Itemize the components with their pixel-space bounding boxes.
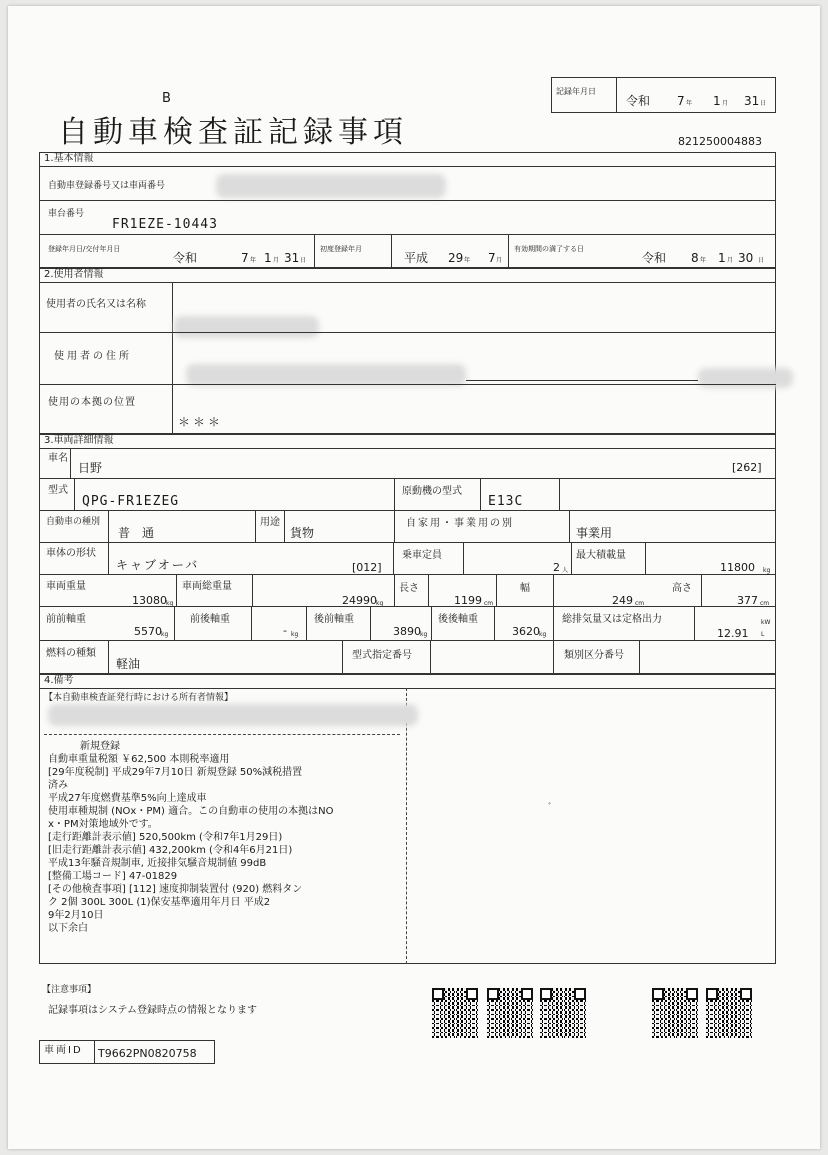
gross-weight-value: 24990 xyxy=(342,594,377,607)
displacement-unit-kw: kW xyxy=(761,619,771,626)
width-value: 249 xyxy=(612,594,633,607)
front-front-axle-value: 5570 xyxy=(134,625,162,638)
reg-number-label: 自動車登録番号又は車両番号 xyxy=(48,181,166,191)
remarks-line: [29年度税制] 平成29年7月10日 新規登録 50%減税措置 xyxy=(48,767,303,778)
chassis-value: FR1EZE-10443 xyxy=(112,217,218,232)
rear-front-axle-unit: kg xyxy=(420,631,428,638)
vehicle-id-label: 車両ID xyxy=(44,1045,83,1056)
length-unit: cm xyxy=(484,600,494,607)
remarks-mark: ﾞ xyxy=(548,803,553,813)
record-date-year: 7 xyxy=(677,94,685,108)
rear-rear-axle-label: 後後軸重 xyxy=(438,614,478,625)
gross-weight-label: 車両総重量 xyxy=(182,581,232,592)
capacity-value: 2 xyxy=(553,561,560,574)
remarks-line: 9年2月10日 xyxy=(48,910,104,921)
make-label: 車名 xyxy=(48,453,68,464)
reg-date-year-unit: 年 xyxy=(250,257,257,264)
redacted-address-1 xyxy=(186,364,466,386)
rear-rear-axle-unit: kg xyxy=(539,631,547,638)
displacement-unit-l: L xyxy=(761,631,765,638)
height-unit: cm xyxy=(760,600,770,607)
record-date-era: 令和 xyxy=(626,94,651,108)
remarks-text xyxy=(48,740,404,935)
redacted-address-2 xyxy=(698,368,793,388)
qr-code-4 xyxy=(652,988,698,1038)
expiry-month-unit: 月 xyxy=(727,257,734,264)
owner-info-heading: 【本自動車検査証発行時における所有者情報】 xyxy=(44,693,234,703)
displacement-value: 12.91 xyxy=(717,627,749,640)
record-date-year-unit: 年 xyxy=(686,100,693,107)
rear-front-axle-label: 後前軸重 xyxy=(314,614,354,625)
model-value: QPG-FR1EZEG xyxy=(82,494,180,509)
width-label: 幅 xyxy=(520,583,530,594)
max-load-unit: kg xyxy=(763,567,771,574)
notes-heading: 【注意事項】 xyxy=(42,985,97,995)
remarks-line: 済み xyxy=(48,780,68,791)
certificate-page xyxy=(8,6,820,1149)
user-name-label: 使用者の氏名又は名称 xyxy=(46,299,146,310)
remarks-section-title: 4.備考 xyxy=(44,675,74,686)
qr-code-3 xyxy=(540,988,586,1038)
reg-date-month-unit: 月 xyxy=(273,257,280,264)
expiry-era: 令和 xyxy=(642,251,667,265)
vehicle-weight-value: 13080 xyxy=(132,594,167,607)
remarks-line: [整備工場コード] 47-01829 xyxy=(48,871,178,882)
redacted-owner xyxy=(48,704,418,726)
width-unit: cm xyxy=(635,600,645,607)
reg-date-era: 令和 xyxy=(173,251,198,265)
user-section-title: 2.使用者情報 xyxy=(44,269,104,280)
remarks-divider xyxy=(406,688,407,964)
owner-divider xyxy=(44,734,400,735)
front-rear-axle-unit: kg xyxy=(291,631,299,638)
business-label: 自家用・事業用の別 xyxy=(406,518,514,529)
qr-code-5 xyxy=(706,988,752,1038)
designation-label: 型式指定番号 xyxy=(352,650,412,661)
remarks-line: ク 2個 300L 300L (1)保安基準適用年月日 平成2 xyxy=(48,897,271,908)
expiry-label: 有効期間の満了する日 xyxy=(514,245,584,253)
remarks-line: [走行距離計表示値] 520,500km (令和7年1月29日) xyxy=(48,832,283,843)
redacted-user-name xyxy=(174,316,319,338)
first-reg-year-unit: 年 xyxy=(464,257,471,264)
remarks-line: x・PM対策地域外です。 xyxy=(48,819,158,830)
reg-date-label: 登録年月日/交付年月日 xyxy=(48,245,121,253)
front-rear-axle-label: 前後軸重 xyxy=(190,614,230,625)
rear-front-axle-value: 3890 xyxy=(393,625,421,638)
kind-label: 自動車の種別 xyxy=(46,517,101,527)
reg-date-day: 31 xyxy=(284,251,300,265)
reg-date-year: 7 xyxy=(241,251,249,265)
front-front-axle-unit: kg xyxy=(161,631,169,638)
business-value: 事業用 xyxy=(576,526,613,540)
vehicle-section-title: 3.車両詳細情報 xyxy=(44,435,114,446)
remarks-line: 平成13年騒音規制車, 近接排気騒音規制値 99dB xyxy=(48,858,267,869)
first-reg-month: 7 xyxy=(488,251,496,265)
form-letter: B xyxy=(162,91,171,106)
vehicle-id-value: T9662PN0820758 xyxy=(98,1047,197,1060)
height-label: 高さ xyxy=(672,583,692,594)
expiry-day-unit: 日 xyxy=(758,257,765,264)
vehicle-weight-unit: kg xyxy=(166,600,174,607)
remarks-line: 使用車種規制 (NOx・PM) 適合。この自動車の使用の本拠はNO xyxy=(48,806,334,817)
length-value: 1199 xyxy=(454,594,482,607)
redacted-reg-number xyxy=(216,174,446,198)
chassis-label: 車台番号 xyxy=(48,209,85,219)
body-shape-value: キャブオーバ xyxy=(116,558,200,572)
first-reg-era: 平成 xyxy=(404,251,429,265)
document-title: 自動車検査証記録事項 xyxy=(58,115,408,150)
address-line xyxy=(466,380,698,381)
record-date-month: 1 xyxy=(713,94,721,108)
remarks-line: 自動車重量税額 ￥62,500 本則税率適用 xyxy=(48,754,230,765)
remarks-line: 以下余白 xyxy=(48,923,88,934)
rear-rear-axle-value: 3620 xyxy=(512,625,540,638)
make-code: [262] xyxy=(732,461,762,474)
user-address-label: 使用者の住所 xyxy=(54,351,132,362)
first-reg-month-unit: 月 xyxy=(496,257,503,264)
body-shape-label: 車体の形状 xyxy=(46,548,96,559)
height-value: 377 xyxy=(737,594,758,607)
reg-date-month: 1 xyxy=(264,251,272,265)
reg-date-day-unit: 日 xyxy=(300,257,307,264)
record-date-day: 31 xyxy=(744,94,760,108)
qr-code-1 xyxy=(432,988,478,1038)
model-label: 型式 xyxy=(48,485,68,496)
remarks-line: 平成27年度燃費基準5%向上達成車 xyxy=(48,793,207,804)
front-front-axle-label: 前前軸重 xyxy=(46,614,86,625)
expiry-year-unit: 年 xyxy=(700,257,707,264)
max-load-label: 最大積載量 xyxy=(576,550,626,561)
notes-text: 記録事項はシステム登録時点の情報となります xyxy=(48,1005,257,1016)
capacity-label: 乗車定員 xyxy=(402,550,442,561)
document-number: 821250004883 xyxy=(678,135,762,148)
remarks-line: 新規登録 xyxy=(80,741,120,752)
gross-weight-unit: kg xyxy=(376,600,384,607)
first-reg-label: 初度登録年月 xyxy=(320,245,362,253)
use-value: 貨物 xyxy=(290,526,315,540)
user-info-section xyxy=(39,268,776,434)
front-rear-axle-value: - xyxy=(283,624,287,637)
length-label: 長さ xyxy=(399,583,419,594)
basic-section-title: 1.基本情報 xyxy=(44,153,94,164)
engine-label: 原動機の型式 xyxy=(402,486,462,497)
remarks-line: [旧走行距離計表示値] 432,200km (令和4年6月21日) xyxy=(48,845,293,856)
remarks-line: [その他検査事項] [112] 速度抑制装置付 (920) 燃料タン xyxy=(48,884,303,895)
record-date-label: 記録年月日 xyxy=(556,87,596,96)
qr-code-2 xyxy=(487,988,533,1038)
engine-value: E13C xyxy=(488,494,524,509)
first-reg-year: 29 xyxy=(448,251,464,265)
fuel-type-label: 燃料の種類 xyxy=(46,648,96,659)
expiry-day: 30 xyxy=(738,251,754,265)
body-shape-code: [012] xyxy=(352,561,382,574)
record-date-day-unit: 日 xyxy=(760,100,767,107)
base-location-label: 使用の本拠の位置 xyxy=(48,397,136,408)
expiry-year: 8 xyxy=(691,251,699,265)
category-label: 類別区分番号 xyxy=(564,650,624,661)
expiry-month: 1 xyxy=(718,251,726,265)
max-load-value: 11800 xyxy=(720,561,755,574)
capacity-unit: 人 xyxy=(562,567,569,574)
kind-value: 普 通 xyxy=(118,526,155,540)
use-label: 用途 xyxy=(260,517,280,528)
record-date-month-unit: 月 xyxy=(722,100,729,107)
vehicle-weight-label: 車両重量 xyxy=(46,581,86,592)
fuel-type-value: 軽油 xyxy=(116,657,141,671)
displacement-label: 総排気量又は定格出力 xyxy=(562,614,662,625)
make-value: 日野 xyxy=(78,461,103,475)
base-location-value: ＊＊＊ xyxy=(178,415,224,429)
